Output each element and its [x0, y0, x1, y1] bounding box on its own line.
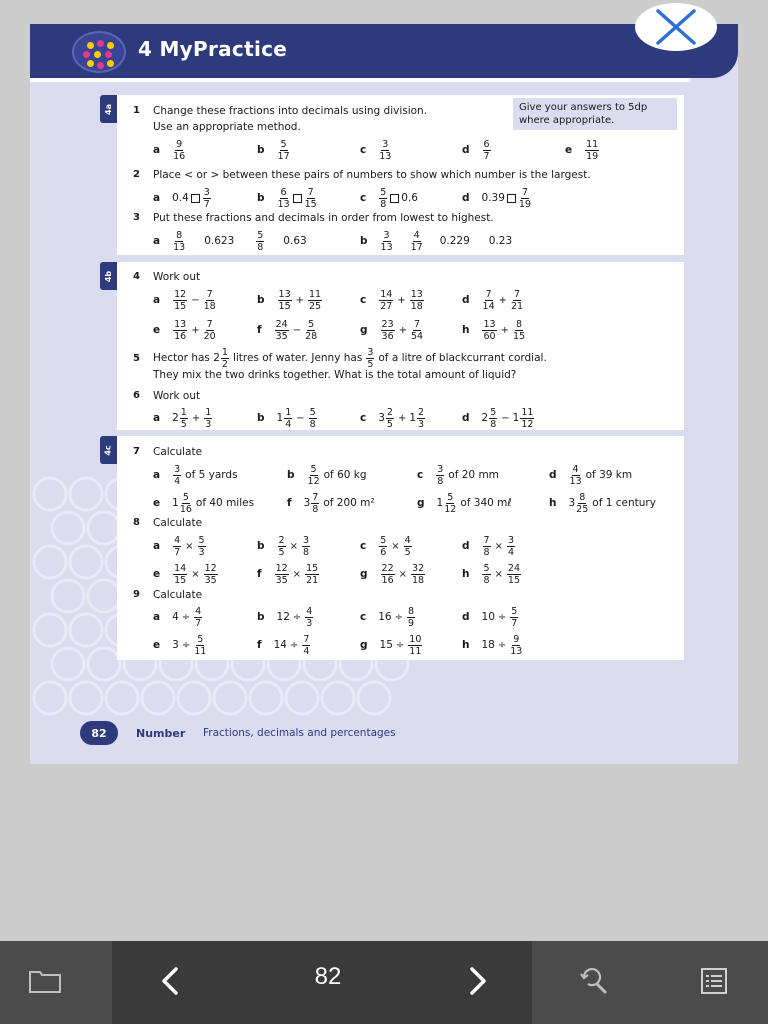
fraction: $\frac{12}{35}$ — [204, 562, 217, 586]
bubble — [106, 682, 138, 714]
close-button[interactable] — [635, 3, 717, 51]
page-title: 4 MyPractice — [138, 37, 288, 61]
contents-button[interactable] — [694, 961, 734, 1001]
fraction: $\frac{8}{13}$ — [173, 229, 186, 253]
fraction: $\frac{2}{3}$ — [418, 406, 425, 430]
question-part-f: f $\frac{12}{35}$ × $\frac{15}{21}$ — [257, 562, 319, 586]
question-part-a: a $\frac{3}{4}$ of 5 yards — [153, 463, 238, 487]
fraction: $\frac{12}{15}$ — [174, 288, 187, 312]
question-number: 3 — [133, 212, 140, 223]
fraction: $\frac{3}{13}$ — [379, 138, 392, 162]
fraction: $\frac{5}{8}$ — [257, 229, 264, 253]
search-history-icon — [578, 965, 610, 997]
fraction: $\frac{11}{19}$ — [586, 138, 599, 162]
question-part-h: h $\frac{13}{60}$ + $\frac{8}{15}$ — [462, 318, 526, 342]
fraction: $\frac{5}{28}$ — [305, 318, 318, 342]
question-part-c: c $\frac{3}{8}$ of 20 mm — [417, 463, 499, 487]
previous-page-button[interactable] — [150, 961, 190, 1001]
question-part-f: f 14 ÷ $\frac{7}{4}$ — [257, 633, 310, 657]
question-part-b: b $\frac{13}{15}$ + $\frac{11}{25}$ — [257, 288, 322, 312]
contents-list-icon — [700, 967, 728, 995]
bubble — [70, 546, 102, 578]
exercise-card-4b — [103, 262, 684, 430]
hint-box — [513, 98, 677, 130]
bubble — [52, 580, 84, 612]
question-text: Calculate — [153, 589, 203, 601]
fraction: $\frac{23}{36}$ — [381, 318, 394, 342]
bubble — [88, 512, 120, 544]
logo-dot — [87, 60, 94, 67]
logo-dot — [107, 42, 114, 49]
fraction: $\frac{5}{12}$ — [444, 491, 457, 515]
question-part-b: b $\frac{5}{17}$ — [257, 138, 290, 162]
question-part-b: b $\frac{5}{12}$ of 60 kg — [287, 463, 367, 487]
bubble — [34, 546, 66, 578]
fraction: $\frac{7}{4}$ — [303, 633, 310, 657]
question-number: 7 — [133, 446, 140, 457]
question-part-b: b 1 $\frac{1}{4}$ − $\frac{5}{8}$ — [257, 406, 316, 430]
fraction: $\frac{3}{8}$ — [302, 534, 310, 558]
question-part-a: a $\frac{12}{15}$ − $\frac{7}{18}$ — [153, 288, 216, 312]
question-part-h: h 3 $\frac{8}{25}$ of 1 century — [549, 491, 656, 515]
fraction: $\frac{5}{8}$ — [483, 562, 490, 586]
bubble — [52, 648, 84, 680]
question-part-h: h 18 ÷ $\frac{9}{13}$ — [462, 633, 523, 657]
fraction: $\frac{1}{3}$ — [205, 406, 212, 430]
fraction: $\frac{14}{27}$ — [380, 288, 393, 312]
fraction: $\frac{13}{16}$ — [174, 318, 187, 342]
q5-text: litres of water. Jenny has — [232, 352, 363, 364]
bubble — [52, 512, 84, 544]
question-part-c: c 3 $\frac{2}{5}$ + 1 $\frac{2}{3}$ — [360, 406, 425, 430]
fraction: $\frac{6}{7}$ — [483, 138, 490, 162]
bubble — [358, 682, 390, 714]
footer-section: Number — [136, 727, 186, 740]
fraction: $\frac{10}{11}$ — [409, 633, 422, 657]
bubble — [214, 682, 246, 714]
logo-dot — [97, 40, 104, 47]
question-part-a: a $\frac{4}{7}$ × $\frac{5}{3}$ — [153, 534, 205, 558]
question-part-g: g 15 ÷ $\frac{10}{11}$ — [360, 633, 422, 657]
logo-dot — [105, 51, 112, 58]
fraction: $\frac{7}{14}$ — [482, 288, 495, 312]
fraction: $\frac{5}{11}$ — [194, 633, 207, 657]
question-part-d: d $\frac{6}{7}$ — [462, 138, 490, 162]
fraction: $\frac{4}{13}$ — [569, 463, 582, 487]
bubble — [34, 682, 66, 714]
fraction: $\frac{5}{16}$ — [179, 491, 192, 515]
fraction: $\frac{13}{60}$ — [483, 318, 496, 342]
question-number: 4 — [133, 271, 140, 282]
section-tab-4c: 4c — [100, 436, 117, 464]
fraction: $\frac{8}{15}$ — [512, 318, 526, 342]
fraction: $\frac{4}{3}$ — [306, 605, 313, 629]
fraction: $\frac{5}{8}$ — [380, 186, 387, 210]
question-number: 2 — [133, 169, 140, 180]
history-search-button[interactable] — [574, 961, 614, 1001]
fraction: $\frac{13}{18}$ — [410, 288, 423, 312]
bottom-toolbar — [0, 941, 768, 1024]
fraction: $\frac{3}{13}$ — [380, 229, 393, 253]
question-part-g: g $\frac{23}{36}$ + $\frac{7}{54}$ — [360, 318, 424, 342]
fraction: $\frac{8}{25}$ — [576, 491, 589, 515]
fraction: $\frac{7}{8}$ — [312, 491, 319, 515]
question-text: Change these fractions into decimals using division. — [153, 105, 428, 117]
question-part-d: d 10 ÷ $\frac{5}{7}$ — [462, 605, 518, 629]
section-tab-4a: 4a — [100, 95, 117, 123]
question-part-e: e $\frac{11}{19}$ — [565, 138, 599, 162]
question-part-a: a 4 ÷ $\frac{4}{7}$ — [153, 605, 202, 629]
fraction: $\frac{9}{16}$ — [173, 138, 186, 162]
folder-button[interactable] — [20, 961, 70, 1001]
fraction: $\frac{24}{15}$ — [507, 562, 521, 586]
fraction: $\frac{7}{15}$ — [304, 186, 317, 210]
bubble — [178, 682, 210, 714]
question-part-h: h $\frac{5}{8}$ × $\frac{24}{15}$ — [462, 562, 521, 586]
fraction: $\frac{6}{13}$ — [277, 186, 290, 210]
fraction: $\frac{7}{54}$ — [411, 318, 424, 342]
fraction: $\frac{14}{15}$ — [174, 562, 187, 586]
myprac-logo-icon — [72, 31, 126, 73]
fraction: $\frac{7}{18}$ — [203, 288, 216, 312]
fraction: $\frac{12}{35}$ — [275, 562, 288, 586]
question-part-e: e $\frac{13}{16}$ + $\frac{7}{20}$ — [153, 318, 216, 342]
question-text: Put these fractions and decimals in order from lowest to highest. — [153, 212, 494, 224]
question-text: Use an appropriate method. — [153, 121, 301, 133]
fraction: $\frac{2}{5}$ — [278, 534, 285, 558]
logo-dot — [94, 51, 101, 58]
question-part-b: b $\frac{3}{13}$ $\frac{4}{17}$ 0.229 0.23 — [360, 229, 513, 253]
question-text: Calculate — [153, 446, 203, 458]
question-part-b: b 12 ÷ $\frac{4}{3}$ — [257, 605, 313, 629]
fraction: $\frac{24}{35}$ — [275, 318, 288, 342]
bubble — [70, 614, 102, 646]
fraction: $\frac{11}{12}$ — [521, 406, 534, 430]
question-part-c: c $\frac{14}{27}$ + $\frac{13}{18}$ — [360, 288, 423, 312]
fraction: $\frac{3}{4}$ — [174, 463, 181, 487]
fraction: $\frac{11}{25}$ — [309, 288, 322, 312]
textbook-page — [30, 24, 738, 764]
question-part-e: e $\frac{14}{15}$ × $\frac{12}{35}$ — [153, 562, 217, 586]
fraction: $\frac{2}{5}$ — [386, 406, 393, 430]
fraction: $\frac{5}{6}$ — [380, 534, 387, 558]
bubble — [250, 682, 282, 714]
question-part-b: b $\frac{6}{13}$ $\frac{7}{15}$ — [257, 186, 317, 210]
question-text: Work out — [153, 390, 201, 402]
next-page-button[interactable] — [458, 961, 498, 1001]
bubble — [34, 478, 66, 510]
question-part-e: e 1 $\frac{5}{16}$ of 40 miles — [153, 491, 255, 515]
fraction: $\frac{7}{20}$ — [203, 318, 216, 342]
logo-dot — [97, 62, 104, 69]
hint-line: where appropriate. — [519, 115, 615, 126]
bubble — [34, 614, 66, 646]
fraction: $\frac{1}{4}$ — [285, 406, 292, 430]
hint-line: Give your answers to 5dp — [519, 102, 648, 113]
fraction: $\frac{3}{8}$ — [437, 463, 444, 487]
fraction: $\frac{3}{5}$ — [367, 346, 374, 370]
question-part-g: g $\frac{22}{16}$ × $\frac{32}{18}$ — [360, 562, 425, 586]
question-text: Work out — [153, 271, 201, 283]
fraction: $\frac{22}{16}$ — [381, 562, 394, 586]
fraction: $\frac{7}{19}$ — [518, 186, 532, 210]
fraction: $\frac{1}{5}$ — [180, 406, 187, 430]
fraction: $\frac{3}{7}$ — [203, 186, 210, 210]
fraction: $\frac{4}{5}$ — [404, 534, 411, 558]
question-part-d: d 2 $\frac{5}{8}$ − 1 $\frac{11}{12}$ — [462, 406, 534, 430]
question-number: 6 — [133, 390, 140, 401]
question-part-c: c 16 ÷ $\frac{8}{9}$ — [360, 605, 415, 629]
question-part-e: e 3 ÷ $\frac{5}{11}$ — [153, 633, 207, 657]
page-header — [30, 24, 738, 78]
question-part-a: a $\frac{8}{13}$ 0.623 $\frac{5}{8}$ 0.63 — [153, 229, 307, 253]
fraction: $\frac{3}{4}$ — [507, 534, 515, 558]
fraction: $\frac{13}{15}$ — [278, 288, 291, 312]
question-text: They mix the two drinks together. What is the total amount of liquid? — [153, 369, 517, 381]
logo-dot — [83, 51, 90, 58]
fraction: $\frac{4}{17}$ — [410, 229, 423, 253]
question-part-d: d 0.39 $\frac{7}{19}$ — [462, 186, 532, 210]
fraction: $\frac{1}{2}$ — [221, 346, 228, 370]
question-text: Place < or > between these pairs of numbers to show which number is the largest. — [153, 169, 591, 181]
chevron-left-icon — [160, 966, 180, 996]
question-part-d: d $\frac{4}{13}$ of 39 km — [549, 463, 633, 487]
question-part-b: b $\frac{2}{5}$ × $\frac{3}{8}$ — [257, 534, 310, 558]
folder-icon — [28, 968, 62, 994]
footer-topic: Fractions, decimals and percentages — [203, 727, 396, 739]
fraction: $\frac{32}{18}$ — [412, 562, 425, 586]
question-part-a: a $\frac{9}{16}$ — [153, 138, 186, 162]
bubble — [70, 478, 102, 510]
fraction: $\frac{8}{9}$ — [408, 605, 415, 629]
fraction: $\frac{7}{21}$ — [511, 288, 524, 312]
bubble — [322, 682, 354, 714]
fraction: $\frac{5}{8}$ — [490, 406, 497, 430]
header-stripe — [30, 78, 690, 82]
question-part-f: f $\frac{24}{35}$ − $\frac{5}{28}$ — [257, 318, 318, 342]
logo-dot — [107, 60, 114, 67]
bubble — [286, 682, 318, 714]
fraction: $\frac{5}{7}$ — [511, 605, 518, 629]
fraction: $\frac{5}{3}$ — [198, 534, 205, 558]
bubble — [70, 682, 102, 714]
question-part-c: c $\frac{5}{6}$ × $\frac{4}{5}$ — [360, 534, 411, 558]
exercise-card-4c — [104, 436, 684, 660]
fraction: $\frac{5}{17}$ — [277, 138, 290, 162]
fraction: $\frac{5}{8}$ — [309, 406, 316, 430]
fraction: $\frac{7}{8}$ — [483, 534, 490, 558]
question-part-d: d $\frac{7}{8}$ × $\frac{3}{4}$ — [462, 534, 515, 558]
page-number-badge: 82 — [80, 721, 118, 745]
bubble — [88, 648, 120, 680]
question-number: 8 — [133, 517, 140, 528]
question-number: 1 — [133, 105, 140, 116]
question-part-f: f 3 $\frac{7}{8}$ of 200 m² — [287, 491, 375, 515]
question-text: Calculate — [153, 517, 203, 529]
question-part-c: c $\frac{3}{13}$ — [360, 138, 392, 162]
bubble — [142, 682, 174, 714]
fraction: $\frac{4}{7}$ — [174, 534, 181, 558]
chevron-right-icon — [468, 966, 488, 996]
fraction: $\frac{15}{21}$ — [306, 562, 319, 586]
section-tab-4b: 4b — [100, 262, 117, 290]
page-number-display: 82 — [314, 963, 342, 990]
question-part-a: a 0.4 $\frac{3}{7}$ — [153, 186, 210, 210]
logo-dot — [87, 42, 94, 49]
fraction: $\frac{5}{12}$ — [307, 463, 320, 487]
close-icon — [654, 9, 698, 45]
question-part-c: c $\frac{5}{8}$ 0.6 — [360, 186, 418, 210]
question-part-g: g 1 $\frac{5}{12}$ of 340 mℓ — [417, 491, 512, 515]
question-number: 5 — [133, 353, 140, 364]
question-part-d: d $\frac{7}{14}$ + $\frac{7}{21}$ — [462, 288, 524, 312]
fraction: $\frac{4}{7}$ — [195, 605, 202, 629]
question-number: 9 — [133, 589, 140, 600]
fraction: $\frac{9}{13}$ — [510, 633, 523, 657]
q5-text: Hector has 2 — [153, 352, 220, 364]
bubble — [88, 580, 120, 612]
q5-text: of a litre of blackcurrant cordial. — [378, 352, 547, 364]
exercise-card-4a — [104, 95, 684, 255]
question-part-a: a 2 $\frac{1}{5}$ + $\frac{1}{3}$ — [153, 406, 212, 430]
